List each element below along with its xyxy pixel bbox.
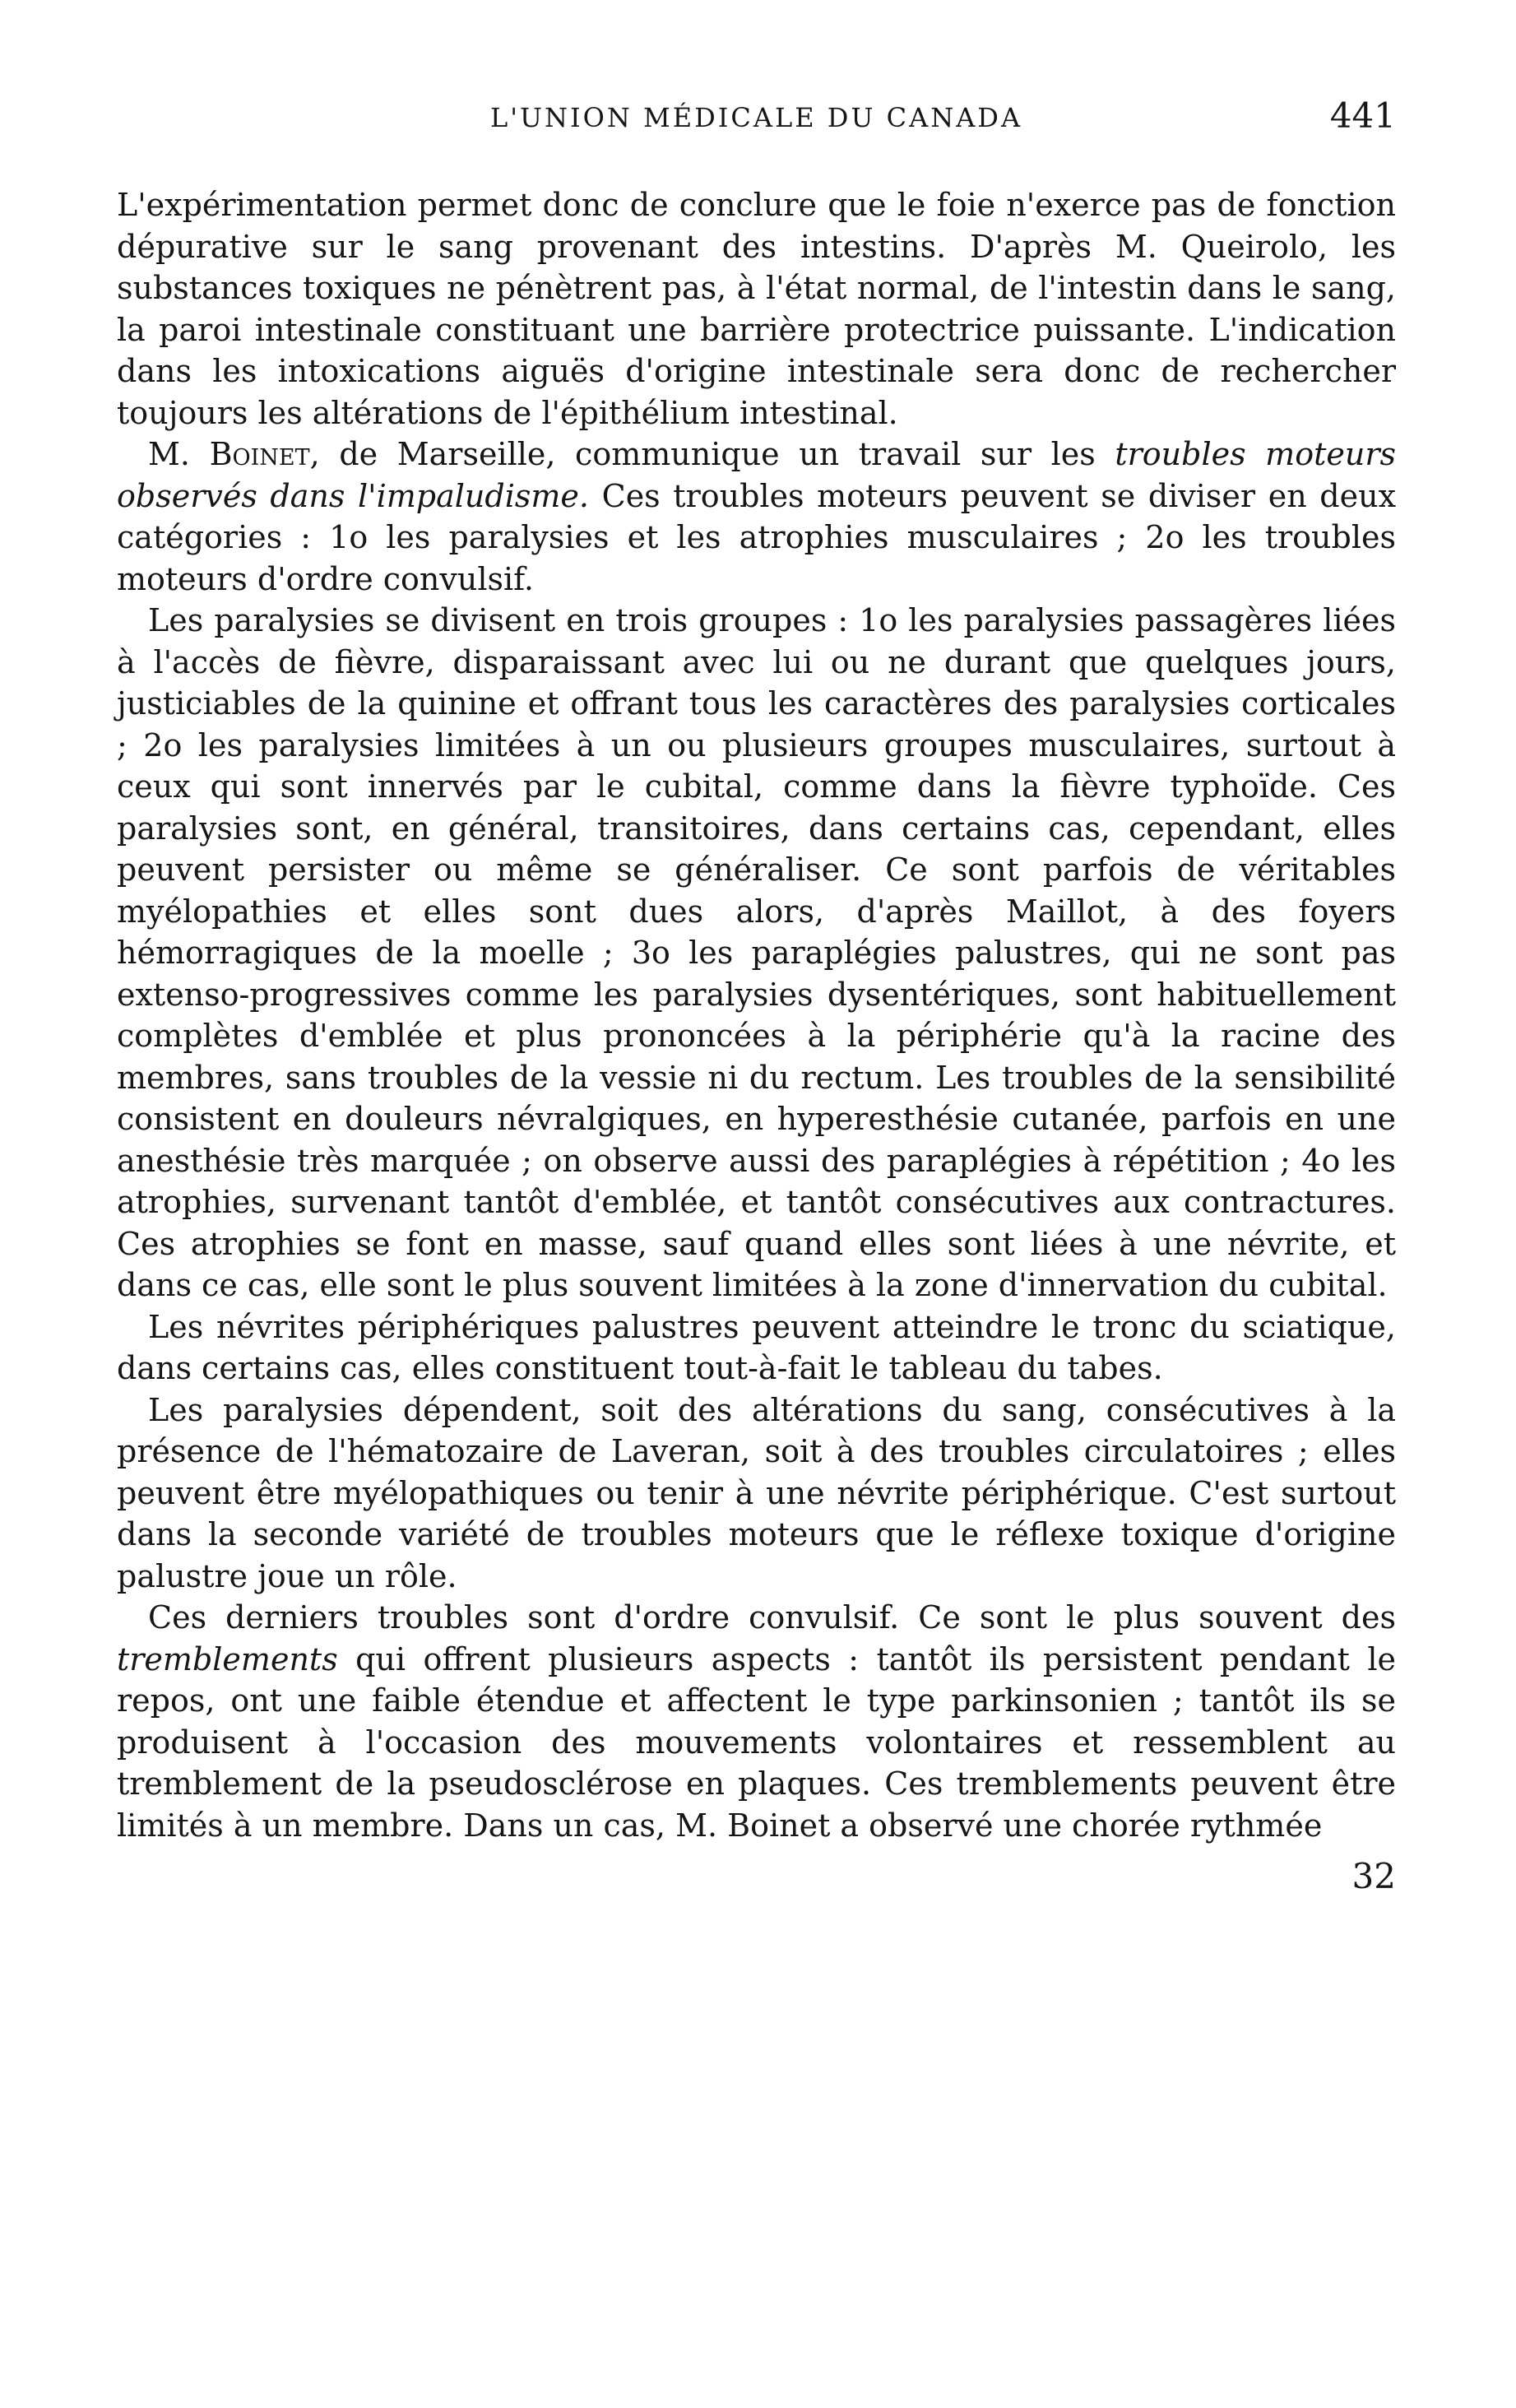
running-title: L'UNION MÉDICALE DU CANADA xyxy=(489,102,1023,133)
author-name: Boinet xyxy=(209,436,310,472)
page-header xyxy=(117,90,1396,148)
paragraph-2-after-name: , de Marseille, communique un travail sur les xyxy=(309,436,1115,472)
paragraph-6-lead: Ces derniers troubles sont d'ordre convulsif. Ce sont le plus souvent des xyxy=(148,1599,1396,1635)
body-text xyxy=(117,184,1396,1846)
paragraph-6-rest: qui offrent plusieurs aspects : tantôt ils persistent pendant le repos, ont une faible étendue et affectent le type parkinsonien ; tantôt ils se produisent à l'occasion des mouvements volontaires et ressemblent au tremblement de la pseudosclérose en plaques. Ces tremblements peuvent être limités à un membre. Dans un cas, M. Boinet a observé une chorée rythmée xyxy=(117,1640,1396,1844)
document-page xyxy=(117,90,1396,2336)
paragraph-2-lead: M. xyxy=(148,436,210,472)
paragraph-3: Les paralysies se divisent en trois groupes : 1o les paralysies passagères liées à l'accès de fièvre, disparaissant avec lui ou ne durant que quelques jours, justiciables de la quinine et offrant tous les caractères des paralysies corticales ; 2o les paralysies limitées à un ou plusieurs groupes musculaires, surtout à ceux qui sont innervés par le cubital, comme dans la fièvre typhoïde. Ces paralysies sont, en général, transitoires, dans certains cas, cependant, elles peuvent persister ou même se généraliser. Ce sont parfois de véritables myélopathies et elles sont dues alors, d'après Maillot, à des foyers hémorragiques de la moelle ; 3o les paraplégies palustres, qui ne sont pas extenso-progressives comme les paralysies dysentériques, sont habituellement complètes d'emblée et plus prononcées à la périphérie qu'à la racine des membres, sans troubles de la vessie ni du rectum. Les troubles de la sensibilité consistent en douleurs névralgiques, en hyperesthésie cutanée, parfois en une anesthésie très marquée ; on observe aussi des paraplégies à répétition ; 4o les atrophies, survenant tantôt d'emblée, et tantôt consécutives aux contractures. Ces atrophies se font en masse, sauf quand elles sont liées à une névrite, et dans ce cas, elle sont le plus souvent limitées à la zone d'innervation du cubital. xyxy=(117,602,1396,1303)
page-number: 441 xyxy=(1329,95,1396,136)
paragraph-2 xyxy=(117,434,1396,600)
paragraph-5: Les paralysies dépendent, soit des altérations du sang, consécutives à la présence de l'hématozaire de Laveran, soit à des troubles circulatoires ; elles peuvent être myélopathiques ou tenir à une névrite périphérique. C'est surtout dans la seconde variété de troubles moteurs que le réflexe toxique d'origine palustre joue un rôle. xyxy=(117,1391,1396,1594)
paragraph-6 xyxy=(117,1597,1396,1846)
paragraph-4: Les névrites périphériques palustres peuvent atteindre le tronc du sciatique, dans certains cas, elles constituent tout-à-fait le tableau du tabes. xyxy=(117,1308,1396,1386)
paragraph-1: L'expérimentation permet donc de conclure que le foie n'exerce pas de fonction dépurative sur le sang provenant des intestins. D'après M. Queirolo, les substances toxiques ne pénètrent pas, à l'état normal, de l'intestin dans le sang, la paroi intestinale constituant une barrière protectrice puissante. L'indication dans les intoxications aiguës d'origine intestinale sera donc de rechercher toujours les altérations de l'épithélium intestinal. xyxy=(117,187,1396,431)
tremblements-term: tremblements xyxy=(117,1640,338,1677)
communication-title: troubles moteurs observés dans l'impaludisme. xyxy=(117,436,1396,514)
paragraph-2-rest: Ces troubles moteurs peuvent se diviser en deux catégories : 1o les paralysies et les atrophies musculaires ; 2o les troubles moteurs d'ordre convulsif. xyxy=(117,477,1397,597)
signature-mark: 32 xyxy=(1351,1856,1396,1896)
